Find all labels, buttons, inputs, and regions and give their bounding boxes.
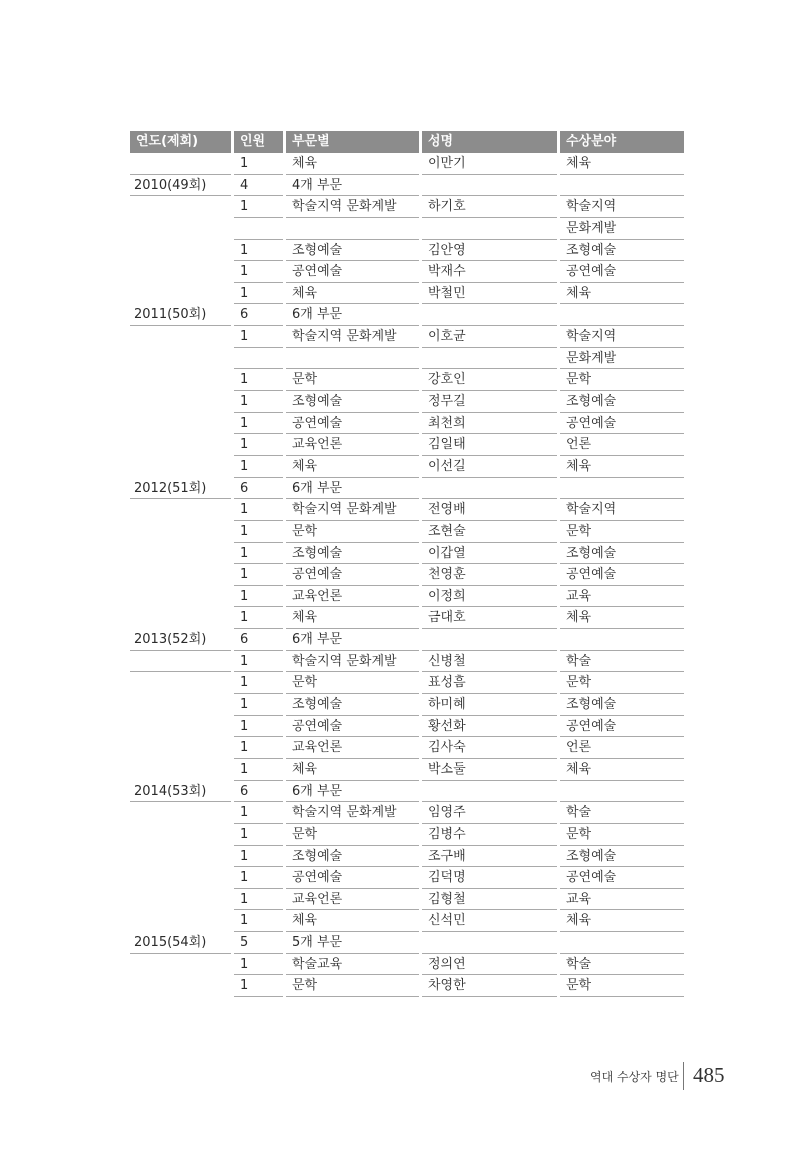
cell-category: 조형예술 bbox=[286, 391, 419, 413]
cell-category bbox=[286, 218, 419, 240]
cell-year bbox=[130, 737, 231, 759]
cell-name: 표성흠 bbox=[422, 672, 557, 694]
cell-field: 학술 bbox=[560, 651, 684, 673]
table-row bbox=[130, 759, 684, 781]
cell-field bbox=[560, 932, 684, 954]
cell-category: 학술지역 문화계발 bbox=[286, 326, 419, 348]
table-row bbox=[130, 651, 684, 673]
table-row bbox=[130, 153, 684, 175]
cell-field: 학술 bbox=[560, 802, 684, 824]
cell-count: 1 bbox=[234, 499, 283, 521]
cell-field: 체육 bbox=[560, 283, 684, 305]
cell-name: 하기호 bbox=[422, 196, 557, 218]
cell-count: 1 bbox=[234, 651, 283, 673]
cell-count: 1 bbox=[234, 564, 283, 586]
header-field: 수상분야 bbox=[560, 131, 684, 153]
cell-category: 체육 bbox=[286, 607, 419, 629]
table-body bbox=[130, 153, 684, 997]
table-row bbox=[130, 846, 684, 868]
cell-category: 교육언론 bbox=[286, 434, 419, 456]
cell-name: 이만기 bbox=[422, 153, 557, 175]
cell-count: 1 bbox=[234, 910, 283, 932]
table-row bbox=[130, 240, 684, 262]
cell-category: 6개 부문 bbox=[286, 304, 419, 326]
cell-count: 1 bbox=[234, 283, 283, 305]
cell-year: 2012(51회) bbox=[130, 478, 231, 500]
cell-year bbox=[130, 672, 231, 694]
cell-field: 체육 bbox=[560, 759, 684, 781]
cell-name bbox=[422, 175, 557, 197]
cell-field: 언론 bbox=[560, 434, 684, 456]
cell-field bbox=[560, 175, 684, 197]
cell-category: 문학 bbox=[286, 521, 419, 543]
table-row bbox=[130, 867, 684, 889]
cell-name: 박철민 bbox=[422, 283, 557, 305]
cell-name: 차영한 bbox=[422, 975, 557, 997]
cell-name bbox=[422, 218, 557, 240]
cell-count: 6 bbox=[234, 629, 283, 651]
cell-category: 체육 bbox=[286, 283, 419, 305]
cell-year bbox=[130, 607, 231, 629]
table-row bbox=[130, 391, 684, 413]
cell-field: 공연예술 bbox=[560, 261, 684, 283]
cell-field: 문학 bbox=[560, 824, 684, 846]
cell-field: 조형예술 bbox=[560, 543, 684, 565]
cell-field: 문학 bbox=[560, 369, 684, 391]
cell-field bbox=[560, 304, 684, 326]
cell-field: 교육 bbox=[560, 889, 684, 911]
cell-count bbox=[234, 218, 283, 240]
cell-name: 황선화 bbox=[422, 716, 557, 738]
cell-name: 조구배 bbox=[422, 846, 557, 868]
table-row bbox=[130, 543, 684, 565]
table-row bbox=[130, 369, 684, 391]
cell-name bbox=[422, 348, 557, 370]
cell-category: 체육 bbox=[286, 456, 419, 478]
cell-name: 신석민 bbox=[422, 910, 557, 932]
cell-year: 2010(49회) bbox=[130, 175, 231, 197]
header-category: 부문별 bbox=[286, 131, 419, 153]
cell-category: 조형예술 bbox=[286, 240, 419, 262]
cell-name: 임영주 bbox=[422, 802, 557, 824]
header-name: 성명 bbox=[422, 131, 557, 153]
cell-category: 교육언론 bbox=[286, 586, 419, 608]
cell-year bbox=[130, 846, 231, 868]
cell-count: 1 bbox=[234, 369, 283, 391]
cell-field: 문학 bbox=[560, 975, 684, 997]
table-row bbox=[130, 196, 684, 218]
cell-count: 1 bbox=[234, 867, 283, 889]
cell-count: 1 bbox=[234, 521, 283, 543]
table-row bbox=[130, 283, 684, 305]
table-row bbox=[130, 672, 684, 694]
cell-category: 학술지역 문화계발 bbox=[286, 651, 419, 673]
cell-category: 공연예술 bbox=[286, 716, 419, 738]
cell-count: 4 bbox=[234, 175, 283, 197]
table-row bbox=[130, 326, 684, 348]
cell-year: 2014(53회) bbox=[130, 781, 231, 803]
cell-count: 6 bbox=[234, 781, 283, 803]
cell-year: 2013(52회) bbox=[130, 629, 231, 651]
cell-count: 1 bbox=[234, 824, 283, 846]
cell-count: 1 bbox=[234, 737, 283, 759]
cell-year bbox=[130, 802, 231, 824]
cell-category: 학술지역 문화계발 bbox=[286, 802, 419, 824]
table-row bbox=[130, 586, 684, 608]
cell-category: 공연예술 bbox=[286, 564, 419, 586]
cell-category: 체육 bbox=[286, 153, 419, 175]
cell-category: 6개 부문 bbox=[286, 629, 419, 651]
table-row bbox=[130, 434, 684, 456]
cell-year bbox=[130, 521, 231, 543]
footer-divider bbox=[683, 1062, 684, 1090]
cell-year bbox=[130, 413, 231, 435]
table-row bbox=[130, 456, 684, 478]
cell-name: 이선길 bbox=[422, 456, 557, 478]
cell-name: 이호균 bbox=[422, 326, 557, 348]
cell-category: 문학 bbox=[286, 975, 419, 997]
cell-count: 1 bbox=[234, 954, 283, 976]
table-row bbox=[130, 478, 684, 500]
cell-year bbox=[130, 694, 231, 716]
cell-field: 문화계발 bbox=[560, 348, 684, 370]
cell-field: 학술 bbox=[560, 954, 684, 976]
cell-name: 최천희 bbox=[422, 413, 557, 435]
cell-category: 학술지역 문화계발 bbox=[286, 196, 419, 218]
cell-category: 교육언론 bbox=[286, 737, 419, 759]
cell-field: 체육 bbox=[560, 910, 684, 932]
cell-field bbox=[560, 478, 684, 500]
cell-count: 1 bbox=[234, 802, 283, 824]
cell-year bbox=[130, 867, 231, 889]
cell-name: 하미혜 bbox=[422, 694, 557, 716]
cell-count: 1 bbox=[234, 326, 283, 348]
cell-name bbox=[422, 932, 557, 954]
table-row bbox=[130, 781, 684, 803]
cell-field: 공연예술 bbox=[560, 564, 684, 586]
cell-field: 공연예술 bbox=[560, 867, 684, 889]
cell-year bbox=[130, 975, 231, 997]
cell-name bbox=[422, 629, 557, 651]
cell-name bbox=[422, 478, 557, 500]
cell-name: 정의연 bbox=[422, 954, 557, 976]
cell-year bbox=[130, 261, 231, 283]
cell-name: 김덕명 bbox=[422, 867, 557, 889]
cell-field: 공연예술 bbox=[560, 716, 684, 738]
cell-count: 1 bbox=[234, 543, 283, 565]
cell-name: 박소둘 bbox=[422, 759, 557, 781]
cell-category: 공연예술 bbox=[286, 867, 419, 889]
cell-year bbox=[130, 564, 231, 586]
cell-field: 교육 bbox=[560, 586, 684, 608]
cell-field: 조형예술 bbox=[560, 846, 684, 868]
table-header bbox=[130, 131, 684, 153]
table-row bbox=[130, 889, 684, 911]
cell-year bbox=[130, 716, 231, 738]
cell-count: 1 bbox=[234, 975, 283, 997]
cell-field: 언론 bbox=[560, 737, 684, 759]
page-footer bbox=[590, 1062, 730, 1090]
cell-category: 공연예술 bbox=[286, 261, 419, 283]
table-row bbox=[130, 261, 684, 283]
cell-name: 김사숙 bbox=[422, 737, 557, 759]
cell-count: 1 bbox=[234, 672, 283, 694]
cell-name: 이정희 bbox=[422, 586, 557, 608]
cell-name: 김형철 bbox=[422, 889, 557, 911]
cell-category: 문학 bbox=[286, 369, 419, 391]
table-row bbox=[130, 218, 684, 240]
cell-category: 문학 bbox=[286, 824, 419, 846]
cell-count: 6 bbox=[234, 478, 283, 500]
cell-year bbox=[130, 651, 231, 673]
cell-count: 1 bbox=[234, 261, 283, 283]
table-row bbox=[130, 413, 684, 435]
cell-count: 5 bbox=[234, 932, 283, 954]
cell-field: 조형예술 bbox=[560, 391, 684, 413]
cell-category: 체육 bbox=[286, 910, 419, 932]
cell-year bbox=[130, 586, 231, 608]
table-row bbox=[130, 175, 684, 197]
cell-count: 1 bbox=[234, 694, 283, 716]
table-row bbox=[130, 932, 684, 954]
cell-year bbox=[130, 153, 231, 175]
cell-field: 학술지역 bbox=[560, 499, 684, 521]
table-row bbox=[130, 802, 684, 824]
cell-year bbox=[130, 954, 231, 976]
cell-year bbox=[130, 283, 231, 305]
cell-year bbox=[130, 434, 231, 456]
cell-name: 천영훈 bbox=[422, 564, 557, 586]
cell-year bbox=[130, 391, 231, 413]
cell-name: 김안영 bbox=[422, 240, 557, 262]
cell-name: 김병수 bbox=[422, 824, 557, 846]
cell-count: 1 bbox=[234, 456, 283, 478]
cell-field: 체육 bbox=[560, 456, 684, 478]
cell-field: 문학 bbox=[560, 672, 684, 694]
cell-count: 1 bbox=[234, 846, 283, 868]
cell-category: 학술교육 bbox=[286, 954, 419, 976]
cell-category: 체육 bbox=[286, 759, 419, 781]
cell-name bbox=[422, 304, 557, 326]
cell-year bbox=[130, 218, 231, 240]
cell-year bbox=[130, 240, 231, 262]
cell-count: 1 bbox=[234, 889, 283, 911]
table-row bbox=[130, 694, 684, 716]
cell-field: 조형예술 bbox=[560, 240, 684, 262]
header-year: 연도(제회) bbox=[130, 131, 231, 153]
table-row bbox=[130, 629, 684, 651]
cell-name: 신병철 bbox=[422, 651, 557, 673]
table-row bbox=[130, 975, 684, 997]
cell-name: 강호인 bbox=[422, 369, 557, 391]
cell-count: 1 bbox=[234, 759, 283, 781]
cell-category: 문학 bbox=[286, 672, 419, 694]
cell-count bbox=[234, 348, 283, 370]
page-number: 485 bbox=[693, 1063, 725, 1087]
cell-year bbox=[130, 499, 231, 521]
cell-category: 조형예술 bbox=[286, 543, 419, 565]
cell-name: 김일태 bbox=[422, 434, 557, 456]
cell-category: 6개 부문 bbox=[286, 781, 419, 803]
cell-field: 문화계발 bbox=[560, 218, 684, 240]
cell-field bbox=[560, 781, 684, 803]
cell-count: 1 bbox=[234, 153, 283, 175]
cell-field: 조형예술 bbox=[560, 694, 684, 716]
cell-year bbox=[130, 369, 231, 391]
table-row bbox=[130, 304, 684, 326]
cell-category: 4개 부문 bbox=[286, 175, 419, 197]
cell-count: 1 bbox=[234, 716, 283, 738]
cell-year bbox=[130, 196, 231, 218]
cell-category: 6개 부문 bbox=[286, 478, 419, 500]
cell-category: 학술지역 문화계발 bbox=[286, 499, 419, 521]
cell-year bbox=[130, 824, 231, 846]
cell-count: 1 bbox=[234, 434, 283, 456]
cell-year bbox=[130, 348, 231, 370]
cell-field bbox=[560, 629, 684, 651]
cell-category: 교육언론 bbox=[286, 889, 419, 911]
table-row bbox=[130, 824, 684, 846]
cell-category: 조형예술 bbox=[286, 694, 419, 716]
cell-count: 1 bbox=[234, 240, 283, 262]
table-row bbox=[130, 910, 684, 932]
cell-year bbox=[130, 759, 231, 781]
cell-field: 체육 bbox=[560, 153, 684, 175]
cell-name: 전영배 bbox=[422, 499, 557, 521]
cell-category bbox=[286, 348, 419, 370]
cell-year: 2011(50회) bbox=[130, 304, 231, 326]
cell-year bbox=[130, 889, 231, 911]
table-row bbox=[130, 499, 684, 521]
cell-year bbox=[130, 326, 231, 348]
cell-field: 체육 bbox=[560, 607, 684, 629]
cell-category: 조형예술 bbox=[286, 846, 419, 868]
cell-name: 정무길 bbox=[422, 391, 557, 413]
cell-name: 박재수 bbox=[422, 261, 557, 283]
table-row bbox=[130, 954, 684, 976]
table-row bbox=[130, 348, 684, 370]
table-row bbox=[130, 737, 684, 759]
cell-year bbox=[130, 456, 231, 478]
cell-count: 1 bbox=[234, 607, 283, 629]
cell-count: 6 bbox=[234, 304, 283, 326]
cell-count: 1 bbox=[234, 586, 283, 608]
header-count: 인원 bbox=[234, 131, 283, 153]
cell-count: 1 bbox=[234, 391, 283, 413]
cell-name: 조현술 bbox=[422, 521, 557, 543]
table-row bbox=[130, 716, 684, 738]
cell-name: 이갑열 bbox=[422, 543, 557, 565]
awards-table bbox=[130, 131, 684, 997]
cell-year bbox=[130, 910, 231, 932]
table-row bbox=[130, 607, 684, 629]
cell-count: 1 bbox=[234, 413, 283, 435]
cell-field: 학술지역 bbox=[560, 326, 684, 348]
cell-category: 5개 부문 bbox=[286, 932, 419, 954]
cell-category: 공연예술 bbox=[286, 413, 419, 435]
cell-field: 공연예술 bbox=[560, 413, 684, 435]
cell-name: 금대호 bbox=[422, 607, 557, 629]
cell-field: 학술지역 bbox=[560, 196, 684, 218]
table-row bbox=[130, 521, 684, 543]
cell-year: 2015(54회) bbox=[130, 932, 231, 954]
section-title: 역대 수상자 명단 bbox=[590, 1070, 679, 1084]
table-row bbox=[130, 564, 684, 586]
cell-count: 1 bbox=[234, 196, 283, 218]
cell-name bbox=[422, 781, 557, 803]
cell-field: 문학 bbox=[560, 521, 684, 543]
cell-year bbox=[130, 543, 231, 565]
